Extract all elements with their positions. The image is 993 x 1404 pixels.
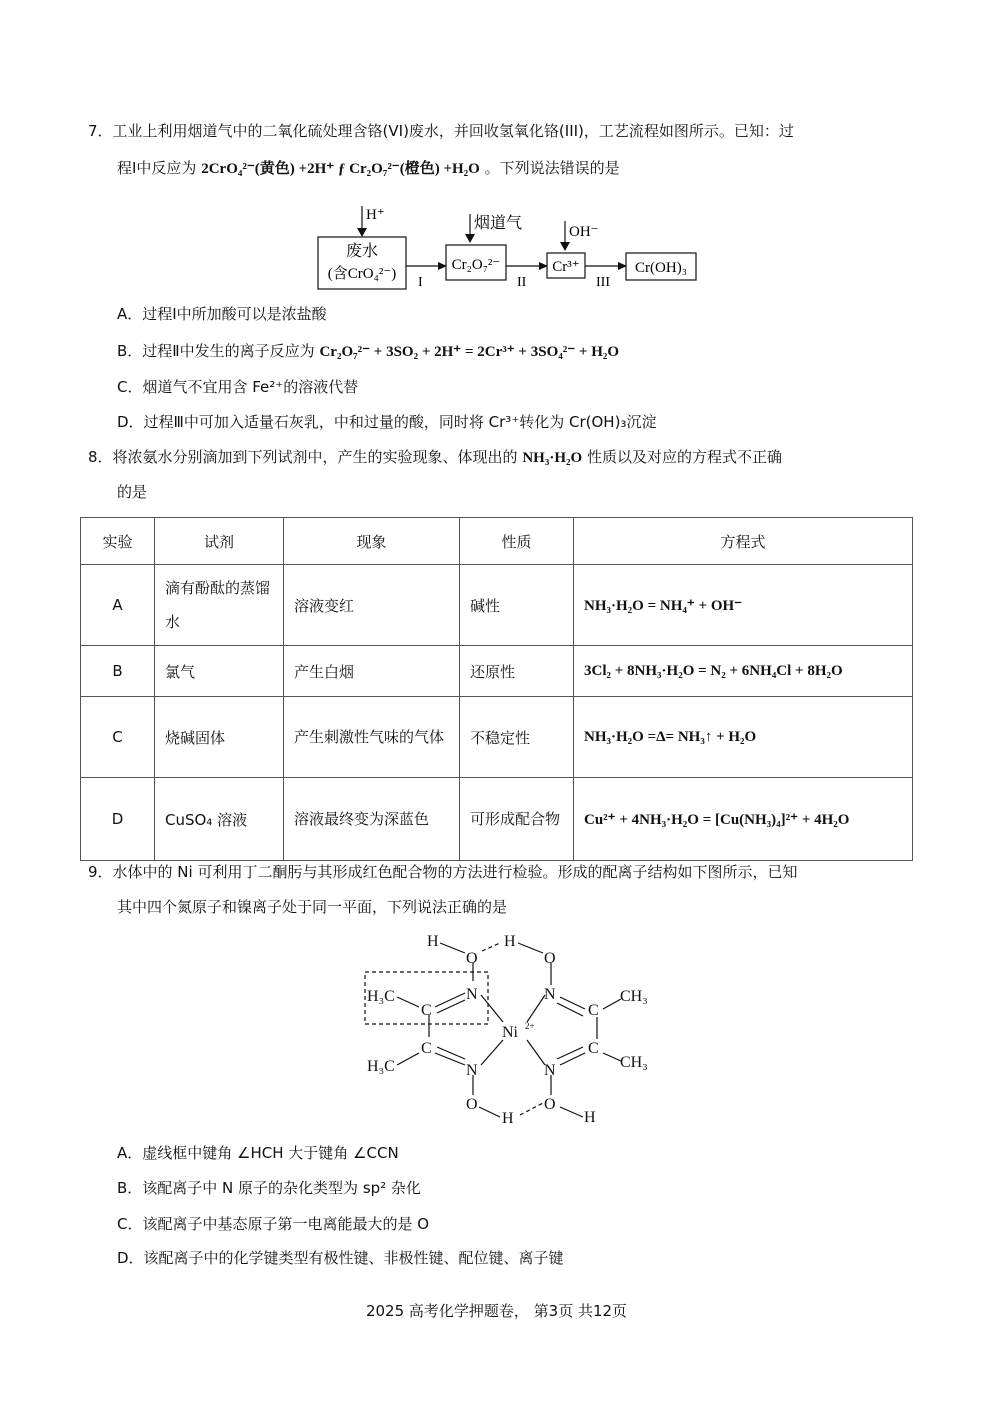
q7-option-b[interactable] <box>117 341 619 362</box>
q8-table <box>80 517 913 861</box>
atom-ni: Ni <box>502 1024 518 1041</box>
table-cell-exp: A <box>81 565 155 646</box>
table-cell-exp: D <box>81 778 155 861</box>
table-header-property: 性质 <box>460 518 574 565</box>
atom-h: H <box>504 933 516 950</box>
table-cell-property: 碱性 <box>460 565 574 646</box>
q7-stem-suffix: 。下列说法错误的是 <box>484 159 620 177</box>
flow-box1-line1: 废水 <box>345 243 379 260</box>
methyl-group: CH₃ <box>620 988 648 1005</box>
q7-option-d[interactable]: D．过程Ⅲ中可加入适量石灰乳，中和过量的酸，同时将 Cr³⁺转化为 Cr(OH)₃沉淀 <box>117 413 657 431</box>
q7-stem-prefix: 程Ⅰ中反应为 <box>117 159 197 177</box>
table-cell-exp: B <box>81 646 155 697</box>
table-cell-exp: C <box>81 697 155 778</box>
q8-stem-line1 <box>88 447 782 468</box>
flow-box4-label: Cr(OH)₃ <box>635 260 687 276</box>
table-row <box>81 778 913 861</box>
flow-box2-label: Cr₂O₇²⁻ <box>451 257 501 273</box>
atom-c: C <box>588 1040 599 1057</box>
atom-o: O <box>466 1096 478 1113</box>
table-cell-property: 可形成配合物 <box>460 778 574 861</box>
table-cell-equation: Cu²⁺ + 4NH₃·H₂O = [Cu(NH₃)₄]²⁺ + 4H₂O <box>574 778 913 861</box>
q9-option-a[interactable]: A．虚线框中键角 ∠HCH 大于键角 ∠CCN <box>117 1144 399 1162</box>
table-cell-reagent: CuSO₄ 溶液 <box>155 778 284 861</box>
table-cell-property: 还原性 <box>460 646 574 697</box>
q7-reaction-equation: 2CrO₄²⁻(黄色) +2H⁺ ƒ Cr₂O₇²⁻(橙色) +H₂O <box>201 161 480 177</box>
table-cell-reagent: 烧碱固体 <box>155 697 284 778</box>
flow-h-plus-label: H⁺ <box>366 207 385 223</box>
q8-stem-prefix: 8．将浓氨水分别滴加到下列试剂中，产生的实验现象、体现出的 <box>88 448 518 466</box>
table-cell-phenomenon: 产生刺激性气味的气体 <box>284 697 460 778</box>
atom-o: O <box>544 950 556 967</box>
atom-h: H <box>584 1109 596 1126</box>
table-cell-phenomenon: 产生白烟 <box>284 646 460 697</box>
q9-option-b[interactable]: B．该配离子中 N 原子的杂化类型为 sp² 杂化 <box>117 1179 421 1197</box>
methyl-group: H₃C <box>367 1058 395 1075</box>
atom-c: C <box>421 1002 432 1019</box>
atom-h: H <box>502 1110 514 1127</box>
flow-flue-gas-label: 烟道气 <box>474 215 523 232</box>
atom-n: N <box>466 1062 478 1079</box>
atom-c: C <box>588 1002 599 1019</box>
flow-step1-label: I <box>418 275 423 290</box>
table-cell-reagent: 氯气 <box>155 646 284 697</box>
flow-oh-label: OH⁻ <box>569 224 599 240</box>
page-footer: 2025 高考化学押题卷， 第3页 共12页 <box>365 1302 628 1320</box>
atom-h: H <box>427 933 439 950</box>
table-header-phenomenon: 现象 <box>284 518 460 565</box>
q8-stem-line2: 的是 <box>117 483 148 501</box>
q9-option-d[interactable]: D．该配离子中的化学键类型有极性键、非极性键、配位键、离子键 <box>117 1249 564 1267</box>
table-cell-property: 不稳定性 <box>460 697 574 778</box>
ni-charge: 2+ <box>525 1021 535 1031</box>
table-row <box>81 646 913 697</box>
q7-option-b-equation: Cr₂O₇²⁻ + 3SO₂ + 2H⁺ = 2Cr³⁺ + 3SO₄²⁻ + H₂O <box>319 344 620 360</box>
q7-process-flow-diagram <box>300 196 720 296</box>
q7-stem-line2 <box>117 158 620 179</box>
q7-option-c[interactable]: C．烟道气不宜用含 Fe²⁺的溶液代替 <box>117 378 359 396</box>
table-cell-phenomenon: 溶液变红 <box>284 565 460 646</box>
table-row <box>81 565 913 646</box>
table-header-reagent: 试剂 <box>155 518 284 565</box>
q9-stem-line1: 9．水体中的 Ni 可利用丁二酮肟与其形成红色配合物的方法进行检验。形成的配离子结构如下图所示，已知 <box>88 863 798 881</box>
q7-stem-line1: 7．工业上利用烟道气中的二氧化硫处理含铬(VI)废水，并回收氢氧化铬(III)，工艺流程如图所示。已知：过 <box>88 122 794 140</box>
table-header-equation: 方程式 <box>574 518 913 565</box>
atom-n: N <box>466 986 478 1003</box>
table-cell-reagent: 滴有酚酞的蒸馏水 <box>155 565 284 646</box>
table-cell-phenomenon: 溶液最终变为深蓝色 <box>284 778 460 861</box>
q8-stem-formula: NH₃·H₂O <box>522 450 583 466</box>
flow-step3-label: III <box>596 275 610 290</box>
q7-option-b-text: B．过程Ⅱ中发生的离子反应为 <box>117 342 315 360</box>
flow-box1-line2: (含CrO₄²⁻) <box>327 266 397 282</box>
atom-c: C <box>421 1040 432 1057</box>
atom-n: N <box>544 1062 556 1079</box>
q9-option-c[interactable]: C．该配离子中基态原子第一电离能最大的是 O <box>117 1215 430 1233</box>
table-cell-equation: 3Cl₂ + 8NH₃·H₂O = N₂ + 6NH₄Cl + 8H₂O <box>574 646 913 697</box>
q9-nickel-complex-structure <box>355 925 665 1135</box>
atom-o: O <box>544 1096 556 1113</box>
table-row <box>81 697 913 778</box>
table-header-experiment: 实验 <box>81 518 155 565</box>
flow-box3-label: Cr³⁺ <box>552 259 580 275</box>
atom-o: O <box>466 950 478 967</box>
q8-stem-suffix: 性质以及对应的方程式不正确 <box>586 448 782 466</box>
flow-step2-label: II <box>517 275 527 290</box>
methyl-group: H₃C <box>367 988 395 1005</box>
table-cell-equation: NH₃·H₂O =Δ= NH₃↑ + H₂O <box>574 697 913 778</box>
atom-n: N <box>544 986 556 1003</box>
methyl-group: CH₃ <box>620 1054 648 1071</box>
table-header-row <box>81 518 913 565</box>
q7-option-a[interactable]: A．过程Ⅰ中所加酸可以是浓盐酸 <box>117 305 327 323</box>
table-cell-equation: NH₃·H₂O = NH₄⁺ + OH⁻ <box>574 565 913 646</box>
q9-stem-line2: 其中四个氮原子和镍离子处于同一平面，下列说法正确的是 <box>117 898 508 916</box>
